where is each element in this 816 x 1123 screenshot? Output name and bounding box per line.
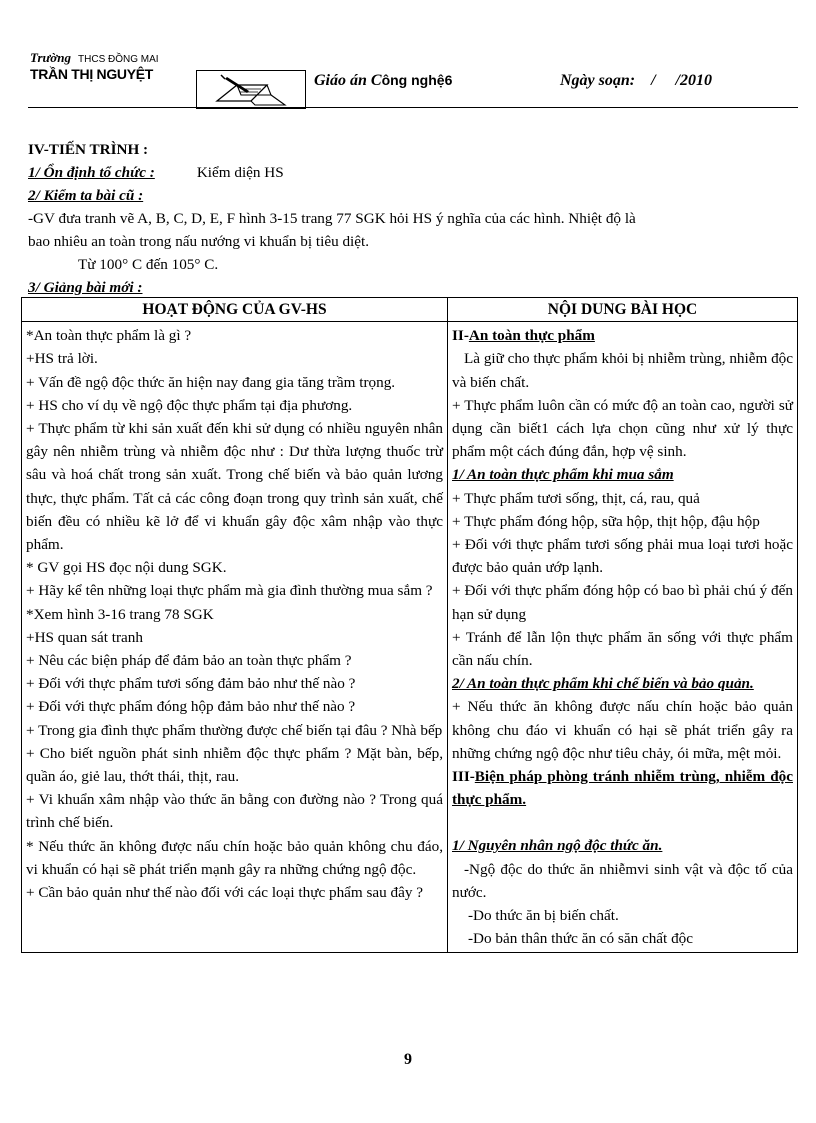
item-3-label-line xyxy=(28,276,798,299)
activity-item: + Trong gia đình thực phẩm thường được chế biến tại đâu ? Nhà bếp xyxy=(26,721,443,739)
activity-item: *Xem hình 3-16 trang 78 SGK xyxy=(26,605,214,623)
header-divider xyxy=(28,107,798,108)
activity-item: + Hãy kể tên những loại thực phẩm mà gia đình thường mua sắm ? xyxy=(26,582,433,600)
item-1-value: Kiểm diện HS xyxy=(196,164,284,181)
content-paragraph: + Đối với thực phẩm tươi sống phải mua loại tươi hoặc được bảo quản ướp lạnh. xyxy=(452,536,793,577)
lesson-table xyxy=(21,297,798,953)
page-number: 9 xyxy=(404,1051,412,1068)
item-2-label-line xyxy=(28,184,798,207)
heading-ii-prefix: II- xyxy=(452,327,469,345)
activity-item: + Nêu các biện pháp để đảm bảo an toàn thực phẩm ? xyxy=(26,652,352,670)
activity-item: +HS trả lời. xyxy=(26,350,98,368)
activity-item: + Vi khuẩn xâm nhập vào thức ăn bằng con đường nào ? Trong quá trình chế biến. xyxy=(26,791,443,832)
book-pen-icon xyxy=(196,70,306,109)
school-label: Trường xyxy=(30,50,72,65)
col2-header: NỘI DUNG BÀI HỌC xyxy=(448,298,798,322)
item-2-line-2: bao nhiêu an toàn trong nấu nướng vi khuẩn bị tiêu diệt. xyxy=(28,233,370,250)
activity-item: + Cần bảo quản như thế nào đối với các loại thực phẩm sau đây ? xyxy=(26,884,424,902)
subject-title xyxy=(314,72,452,90)
item-1-label: 1/ Ổn định tổ chức : xyxy=(28,164,155,181)
table-body-row xyxy=(22,322,798,953)
subheading-causes: 1/ Nguyên nhân ngộ độc thức ăn. xyxy=(452,837,663,855)
teacher-name: TRẦN THỊ NGUYỆT xyxy=(30,66,154,82)
content-paragraph: -Ngộ độc do thức ăn nhiễmvi sinh vật và độc tố của nước. xyxy=(452,860,793,901)
item-3-label: 3/ Giảng bài mới : xyxy=(28,279,143,296)
spacer xyxy=(452,811,793,834)
heading-ii xyxy=(452,324,793,347)
subject-rest: ông nghệ6 xyxy=(381,72,453,88)
content-paragraph: Là giữ cho thực phẩm khỏi bị nhiễm trùng, nhiễm độc và biến chất. xyxy=(452,350,794,391)
content-paragraph: -Do bản thân thức ăn có săn chất độc xyxy=(468,930,693,948)
activity-item: + Đối với thực phẩm đóng hộp đảm bảo như thế nào ? xyxy=(26,698,356,716)
content-paragraph: -Do thức ăn bị biến chất. xyxy=(468,907,619,925)
activity-item: * GV gọi HS đọc nội dung SGK. xyxy=(26,559,227,577)
content-paragraph: + Thực phẩm luôn cần có mức độ an toàn cao, người sử dụng cần biết1 cách lựa chọn cũng như xử lý thực phẩm một cách đúng đắn, hợp vệ sinh. xyxy=(452,396,793,461)
subheading-processing: 2/ An toàn thực phẩm khi chế biến và bảo quản. xyxy=(452,675,754,693)
date-field: Ngày soạn: / /2010 xyxy=(560,72,712,89)
heading-ii-title: An toàn thực phẩm xyxy=(468,327,595,345)
activity-item: + Thực phẩm từ khi sản xuất đến khi sử dụng có nhiều nguyên nhân gây nên nhiễm trùng và nhiễm độc như : Dư thừa lượng thuốc trừ sâu và hoá chất trong sản xuất. Trong chế biến và bảo quản lương thực, thực phẩm. Tất cả các công đoạn trong quy trình sản xuất, chế biến đều có nhiều kẽ lở để vi khuẩn gây độc xâm nhập vào thực phẩm. xyxy=(26,420,443,554)
item-2-label: 2/ Kiểm ta bài cũ : xyxy=(28,187,144,204)
heading-iii xyxy=(452,765,793,811)
page-header xyxy=(28,50,798,110)
col1-header: HOẠT ĐỘNG CỦA GV-HS xyxy=(22,298,448,322)
lesson-content-cell xyxy=(448,322,798,953)
section-title: IV-TIẾN TRÌNH : xyxy=(28,141,149,158)
content-paragraph: + Thực phẩm tươi sống, thịt, cá, rau, quả xyxy=(452,489,700,507)
activity-item: * Nếu thức ăn không được nấu chín hoặc bảo quản không chu đáo, vi khuẩn có hại sẽ phát triển mạnh gây ra những chứng ngộ độc. xyxy=(26,837,443,878)
item-1 xyxy=(28,161,798,184)
content-paragraph: + Nếu thức ăn không được nấu chín hoặc bảo quản không chu đáo vi khuẩn có hại sẽ phát triển gây ra những chứng ngộ độc như tiêu chảy, ói mữa, mệt mỏi. xyxy=(452,698,793,762)
content-paragraph: + Đối với thực phẩm đóng hộp có bao bì phải chú ý đến hạn sử dụng xyxy=(452,582,793,623)
activity-item: + HS cho ví dụ về ngộ độc thực phẩm tại địa phương. xyxy=(26,396,353,414)
activity-item: + Đối với thực phẩm tươi sống đảm bảo như thế nào ? xyxy=(26,675,356,693)
activity-item: + Cho biết nguồn phát sinh nhiễm độc thực phẩm ? Mặt bàn, bếp, quần áo, giẻ lau, thớt thái, thịt, rau. xyxy=(26,744,443,786)
heading-iii-prefix: III- xyxy=(452,768,475,786)
table-header-row xyxy=(22,298,798,322)
school-name: THCS ĐỒNG MAI xyxy=(78,54,159,65)
school-line xyxy=(30,50,159,66)
lesson-intro xyxy=(28,138,798,299)
activity-item: *An toàn thực phẩm là gì ? xyxy=(26,327,192,345)
teacher-activities-cell xyxy=(22,322,448,953)
subject-prefix: Giáo án C xyxy=(314,72,382,89)
item-2-line-3: Từ 100° C đến 105° C. xyxy=(78,256,219,273)
heading-iii-title: Biện pháp phòng tránh nhiễm trùng, nhiễm độc thực phẩm. xyxy=(452,768,793,809)
subheading-buying: 1/ An toàn thực phẩm khi mua sắm xyxy=(452,466,674,484)
activity-item: +HS quan sát tranh xyxy=(26,628,143,646)
activity-item: + Vấn đề ngộ độc thức ăn hiện nay đang gia tăng trầm trọng. xyxy=(26,373,396,391)
content-paragraph: + Thực phẩm đóng hộp, sữa hộp, thịt hộp, đậu hộp xyxy=(452,512,760,530)
content-paragraph: + Tránh để lẫn lộn thực phẩm ăn sống với thực phẩm cần nấu chín. xyxy=(452,628,793,670)
item-2-line-1: -GV đưa tranh vẽ A, B, C, D, E, F hình 3-15 trang 77 SGK hỏi HS ý nghĩa của các hình. Nhiệt độ là xyxy=(28,210,636,227)
